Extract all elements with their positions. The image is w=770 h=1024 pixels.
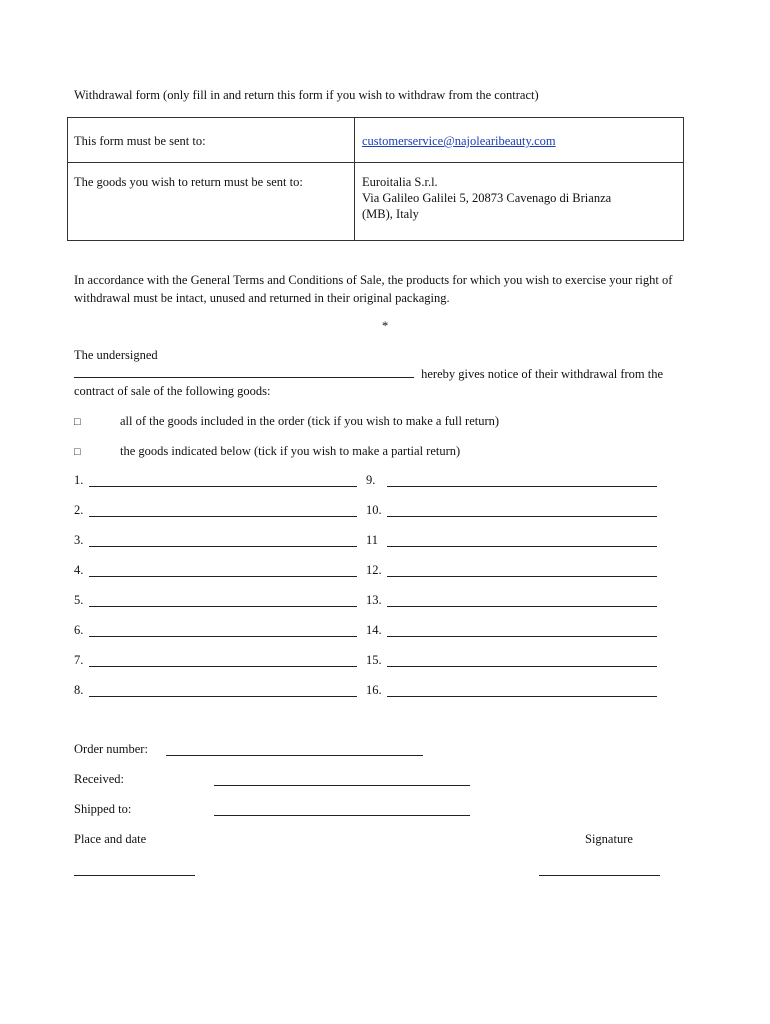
goods-item-number: 15. bbox=[366, 653, 382, 667]
goods-item-number: 16. bbox=[366, 683, 382, 697]
goods-item-number: 6. bbox=[74, 623, 84, 637]
shipped-to-field[interactable] bbox=[214, 814, 470, 816]
email-link[interactable]: customerservice@najolearibeauty.com bbox=[362, 134, 556, 148]
goods-item-number: 4. bbox=[74, 563, 84, 577]
goods-item-number: 12. bbox=[366, 563, 382, 577]
send-to-label: This form must be sent to: bbox=[68, 118, 355, 163]
goods-item-field[interactable] bbox=[387, 545, 657, 547]
goods-item-field[interactable] bbox=[387, 485, 657, 487]
place-date-label: Place and date bbox=[74, 832, 147, 846]
undersigned-label: The undersigned bbox=[74, 348, 158, 362]
full-return-label: all of the goods included in the order (tick if you wish to make a full return) bbox=[120, 414, 500, 428]
goods-item-field[interactable] bbox=[387, 695, 657, 697]
order-number-label: Order number: bbox=[74, 742, 148, 756]
address-line-1: Euroitalia S.r.l. bbox=[362, 175, 438, 189]
goods-item-field[interactable] bbox=[89, 695, 357, 697]
received-field[interactable] bbox=[214, 784, 470, 786]
goods-item-field[interactable] bbox=[89, 545, 357, 547]
goods-item-number: 9. bbox=[366, 473, 376, 487]
send-to-cell bbox=[355, 118, 684, 163]
goods-item-field[interactable] bbox=[387, 635, 657, 637]
table-row bbox=[68, 118, 684, 163]
undersigned-continuation: contract of sale of the following goods: bbox=[74, 384, 271, 398]
goods-item-number: 2. bbox=[74, 503, 84, 517]
goods-item-number: 3. bbox=[74, 533, 84, 547]
place-date-field[interactable] bbox=[74, 874, 195, 876]
return-address-label: The goods you wish to return must be sent to: bbox=[68, 163, 355, 241]
recipient-table bbox=[67, 117, 684, 241]
name-field[interactable] bbox=[74, 367, 414, 378]
conditions-paragraph: In accordance with the General Terms and Conditions of Sale, the products for which you wish to exercise your right of withdrawal must be intact, unused and returned in their original packaging. bbox=[74, 273, 673, 305]
goods-item-number: 7. bbox=[74, 653, 84, 667]
goods-item-number: 14. bbox=[366, 623, 382, 637]
undersigned-line bbox=[74, 366, 663, 382]
goods-item-field[interactable] bbox=[89, 575, 357, 577]
goods-item-number: 8. bbox=[74, 683, 84, 697]
withdrawal-notice: hereby gives notice of their withdrawal from the bbox=[421, 367, 664, 381]
address-line-3: (MB), Italy bbox=[362, 207, 419, 221]
goods-item-field[interactable] bbox=[89, 665, 357, 667]
goods-item-field[interactable] bbox=[387, 575, 657, 577]
partial-return-label: the goods indicated below (tick if you wish to make a partial return) bbox=[120, 444, 461, 458]
goods-item-field[interactable] bbox=[387, 605, 657, 607]
goods-item-field[interactable] bbox=[89, 485, 357, 487]
goods-item-field[interactable] bbox=[89, 605, 357, 607]
goods-item-number: 11 bbox=[366, 533, 379, 547]
full-return-checkbox[interactable]: □ bbox=[74, 416, 81, 428]
return-address bbox=[355, 163, 684, 241]
goods-item-field[interactable] bbox=[89, 635, 357, 637]
goods-item-field[interactable] bbox=[89, 515, 357, 517]
order-number-field[interactable] bbox=[166, 754, 423, 756]
partial-return-checkbox[interactable]: □ bbox=[74, 446, 81, 458]
shipped-to-label: Shipped to: bbox=[74, 802, 132, 816]
goods-item-number: 1. bbox=[74, 473, 84, 487]
goods-item-number: 10. bbox=[366, 503, 382, 517]
goods-item-number: 5. bbox=[74, 593, 84, 607]
form-title: Withdrawal form (only fill in and return this form if you wish to withdraw from the contract) bbox=[74, 88, 539, 102]
goods-item-field[interactable] bbox=[387, 665, 657, 667]
table-row bbox=[68, 163, 684, 241]
address-line-2: Via Galileo Galilei 5, 20873 Cavenago di Brianza bbox=[362, 191, 612, 205]
signature-field[interactable] bbox=[539, 874, 660, 876]
received-label: Received: bbox=[74, 772, 124, 786]
goods-item-field[interactable] bbox=[387, 515, 657, 517]
signature-label: Signature bbox=[585, 832, 633, 846]
goods-item-number: 13. bbox=[366, 593, 382, 607]
separator-asterisk: * bbox=[382, 319, 389, 333]
